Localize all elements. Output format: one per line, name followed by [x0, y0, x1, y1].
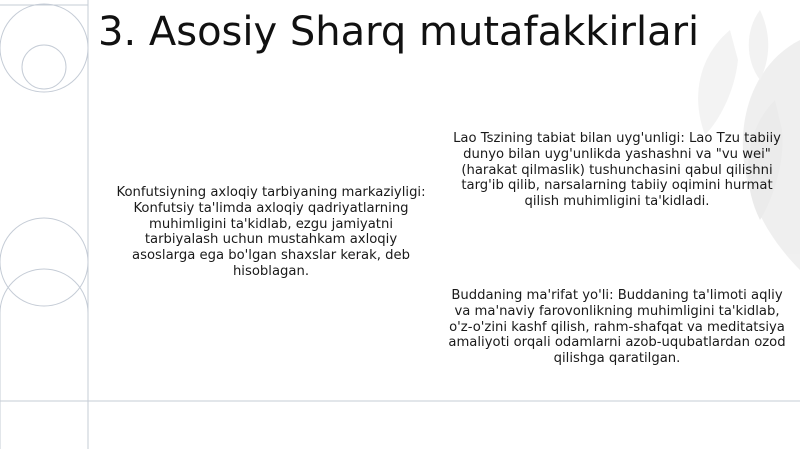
confucius-text-block: Konfutsiyning axloqiy tarbiyaning markaziyligi: Konfutsiy ta'limda axloqiy qadriyatlarning muhimligini ta'kidlab, ezgu jamiyatni tarbiyalash uchun mustahkam axloqiy asoslarga ega bo'lgan shaxslar kerak, deb hisoblagan. [116, 185, 426, 279]
laozi-text-block: Lao Tszining tabiat bilan uyg'unligi: Lao Tzu tabiiy dunyo bilan uyg'unlikda yashashni va "vu wei" (harakat qilmaslik) tushunchasini qabul qilishni targ'ib qilib, narsalarning tabiiy oqimini hurmat qilish muhimligini ta'kidladi. [453, 131, 781, 210]
buddha-text-block: Buddaning ma'rifat yo'li: Buddaning ta'limoti aqliy va ma'naviy farovonlikning muhimligini ta'kidlab, o'z-o'zini kashf qilish, rahm-shafqat va meditatsiya amaliyoti orqali odamlarni azob-uqubatlardan ozod qilishga qaratilgan. [448, 288, 786, 367]
top-large-circle [0, 4, 88, 92]
top-small-circle [22, 45, 66, 89]
middle-arch-circle [0, 218, 88, 306]
slide-title: 3. Asosiy Sharq mutafakkirlari [98, 9, 700, 55]
